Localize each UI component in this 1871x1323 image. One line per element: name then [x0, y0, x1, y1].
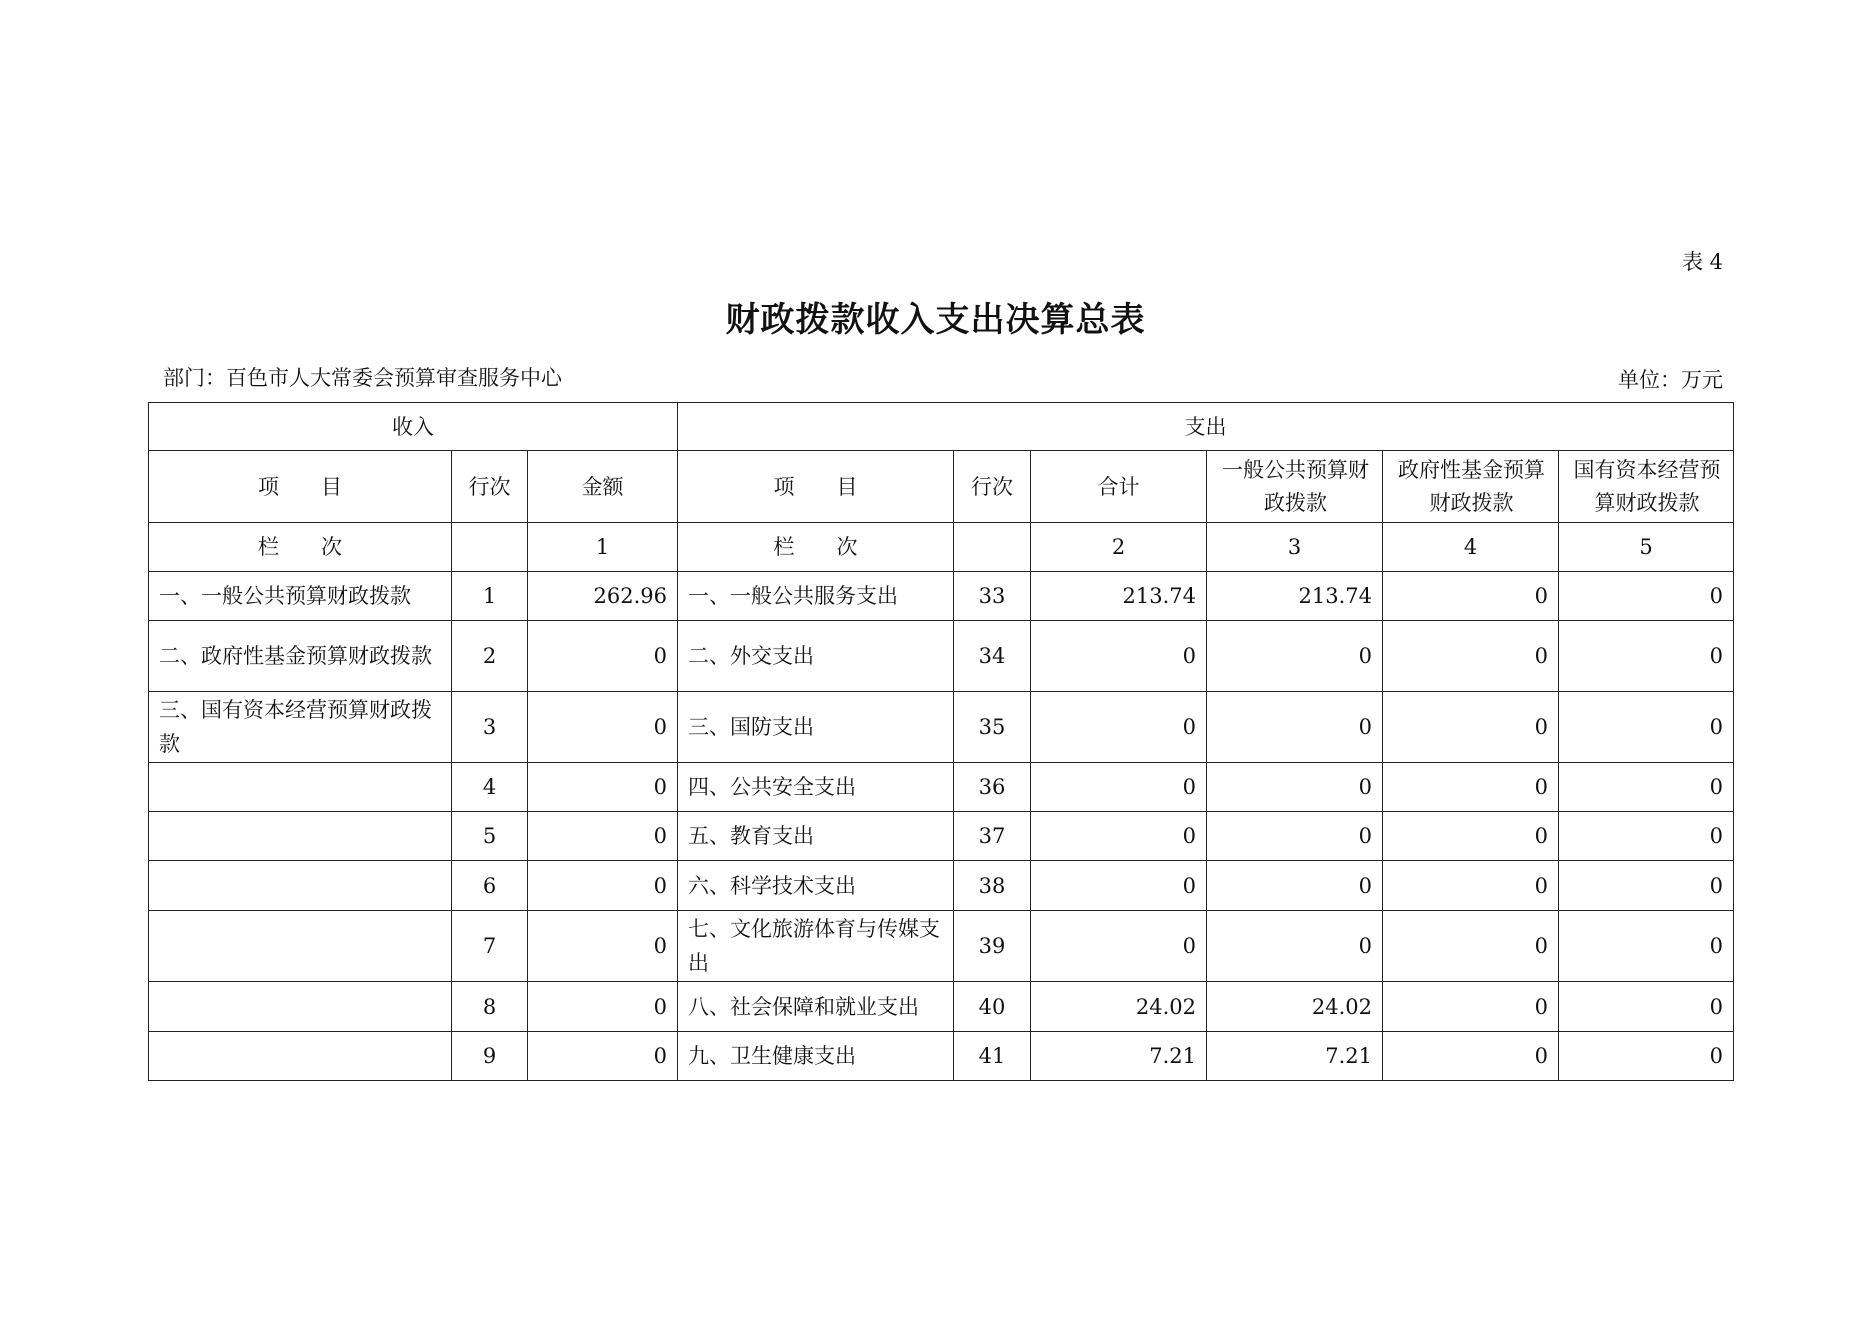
state-capital-cell: 0	[1559, 911, 1734, 982]
table-row	[149, 982, 1734, 1032]
state-capital-cell: 0	[1559, 982, 1734, 1032]
total-cell: 0	[1031, 763, 1207, 812]
income-item-cell	[149, 763, 452, 812]
total-cell: 0	[1031, 692, 1207, 763]
expense-line-cell: 35	[954, 692, 1031, 763]
income-line-header: 行次	[452, 451, 528, 523]
group-header-row	[149, 403, 1734, 451]
general-budget-cell: 0	[1207, 621, 1383, 692]
income-line-cell: 2	[452, 621, 528, 692]
income-item-colno: 栏 次	[149, 523, 452, 572]
expense-item-cell: 四、公共安全支出	[678, 763, 954, 812]
expense-item-cell: 七、文化旅游体育与传媒支出	[678, 911, 954, 982]
gov-fund-cell: 0	[1383, 572, 1559, 621]
state-capital-cell: 0	[1559, 812, 1734, 861]
table-row	[149, 812, 1734, 861]
table-body	[149, 403, 1734, 1081]
total-header: 合计	[1031, 451, 1207, 523]
income-amount-cell: 0	[528, 763, 678, 812]
expense-line-cell: 39	[954, 911, 1031, 982]
state-capital-cell: 0	[1559, 1032, 1734, 1081]
income-amount-cell: 0	[528, 621, 678, 692]
general-budget-colno: 3	[1207, 523, 1383, 572]
state-capital-cell: 0	[1559, 572, 1734, 621]
expense-item-colno: 栏 次	[678, 523, 954, 572]
income-amount-cell: 0	[528, 812, 678, 861]
table-row	[149, 763, 1734, 812]
expense-line-cell: 41	[954, 1032, 1031, 1081]
total-cell: 0	[1031, 911, 1207, 982]
state-capital-cell: 0	[1559, 763, 1734, 812]
income-group-header: 收入	[149, 403, 678, 451]
expense-group-header: 支出	[678, 403, 1734, 451]
general-budget-cell: 213.74	[1207, 572, 1383, 621]
expense-item-cell: 五、教育支出	[678, 812, 954, 861]
income-item-cell: 一、一般公共预算财政拨款	[149, 572, 452, 621]
expense-line-cell: 40	[954, 982, 1031, 1032]
table-row	[149, 1032, 1734, 1081]
total-colno: 2	[1031, 523, 1207, 572]
general-budget-cell: 0	[1207, 692, 1383, 763]
table-row	[149, 621, 1734, 692]
total-cell: 0	[1031, 812, 1207, 861]
department-label: 部门：百色市人大常委会预算审查服务中心	[163, 366, 562, 390]
gov-fund-cell: 0	[1383, 1032, 1559, 1081]
gov-fund-cell: 0	[1383, 911, 1559, 982]
expense-item-cell: 九、卫生健康支出	[678, 1032, 954, 1081]
gov-fund-header: 政府性基金预算财政拨款	[1383, 451, 1559, 523]
general-budget-cell: 0	[1207, 911, 1383, 982]
gov-fund-cell: 0	[1383, 692, 1559, 763]
table-row	[149, 861, 1734, 911]
general-budget-cell: 0	[1207, 763, 1383, 812]
table-number-label: 表 4	[1681, 250, 1723, 274]
expense-line-cell: 36	[954, 763, 1031, 812]
income-item-cell	[149, 982, 452, 1032]
expense-line-header: 行次	[954, 451, 1031, 523]
gov-fund-cell: 0	[1383, 861, 1559, 911]
general-budget-cell: 0	[1207, 812, 1383, 861]
gov-fund-colno: 4	[1383, 523, 1559, 572]
total-cell: 7.21	[1031, 1032, 1207, 1081]
income-item-cell	[149, 911, 452, 982]
income-amount-colno: 1	[528, 523, 678, 572]
expense-item-cell: 三、国防支出	[678, 692, 954, 763]
expense-item-cell: 六、科学技术支出	[678, 861, 954, 911]
income-amount-cell: 262.96	[528, 572, 678, 621]
general-budget-cell: 24.02	[1207, 982, 1383, 1032]
income-item-header: 项 目	[149, 451, 452, 523]
table-row	[149, 692, 1734, 763]
income-item-cell	[149, 1032, 452, 1081]
income-line-cell: 9	[452, 1032, 528, 1081]
income-line-cell: 6	[452, 861, 528, 911]
state-capital-cell: 0	[1559, 861, 1734, 911]
income-amount-cell: 0	[528, 982, 678, 1032]
appropriation-summary-table	[148, 402, 1734, 1081]
income-line-cell: 3	[452, 692, 528, 763]
expense-line-colno	[954, 523, 1031, 572]
state-capital-header: 国有资本经营预算财政拨款	[1559, 451, 1734, 523]
expense-line-cell: 33	[954, 572, 1031, 621]
income-line-cell: 1	[452, 572, 528, 621]
general-budget-header: 一般公共预算财政拨款	[1207, 451, 1383, 523]
expense-item-cell: 一、一般公共服务支出	[678, 572, 954, 621]
state-capital-cell: 0	[1559, 692, 1734, 763]
gov-fund-cell: 0	[1383, 763, 1559, 812]
table-row	[149, 572, 1734, 621]
income-line-colno	[452, 523, 528, 572]
income-item-cell	[149, 861, 452, 911]
unit-label: 单位：万元	[1618, 368, 1723, 392]
total-cell: 24.02	[1031, 982, 1207, 1032]
income-item-cell: 三、国有资本经营预算财政拨款	[149, 692, 452, 763]
general-budget-cell: 7.21	[1207, 1032, 1383, 1081]
gov-fund-cell: 0	[1383, 621, 1559, 692]
income-item-cell	[149, 812, 452, 861]
gov-fund-cell: 0	[1383, 812, 1559, 861]
income-line-cell: 4	[452, 763, 528, 812]
general-budget-cell: 0	[1207, 861, 1383, 911]
state-capital-cell: 0	[1559, 621, 1734, 692]
table-row	[149, 911, 1734, 982]
document-title: 财政拨款收入支出决算总表	[725, 300, 1146, 340]
state-capital-colno: 5	[1559, 523, 1734, 572]
income-line-cell: 7	[452, 911, 528, 982]
total-cell: 0	[1031, 861, 1207, 911]
income-amount-cell: 0	[528, 692, 678, 763]
income-item-cell: 二、政府性基金预算财政拨款	[149, 621, 452, 692]
income-amount-cell: 0	[528, 911, 678, 982]
income-line-cell: 8	[452, 982, 528, 1032]
expense-item-cell: 二、外交支出	[678, 621, 954, 692]
income-amount-cell: 0	[528, 861, 678, 911]
gov-fund-cell: 0	[1383, 982, 1559, 1032]
income-amount-cell: 0	[528, 1032, 678, 1081]
column-number-row	[149, 523, 1734, 572]
income-amount-header: 金额	[528, 451, 678, 523]
expense-line-cell: 34	[954, 621, 1031, 692]
total-cell: 213.74	[1031, 572, 1207, 621]
income-line-cell: 5	[452, 812, 528, 861]
column-header-row	[149, 451, 1734, 523]
expense-item-cell: 八、社会保障和就业支出	[678, 982, 954, 1032]
expense-line-cell: 37	[954, 812, 1031, 861]
expense-item-header: 项 目	[678, 451, 954, 523]
total-cell: 0	[1031, 621, 1207, 692]
expense-line-cell: 38	[954, 861, 1031, 911]
